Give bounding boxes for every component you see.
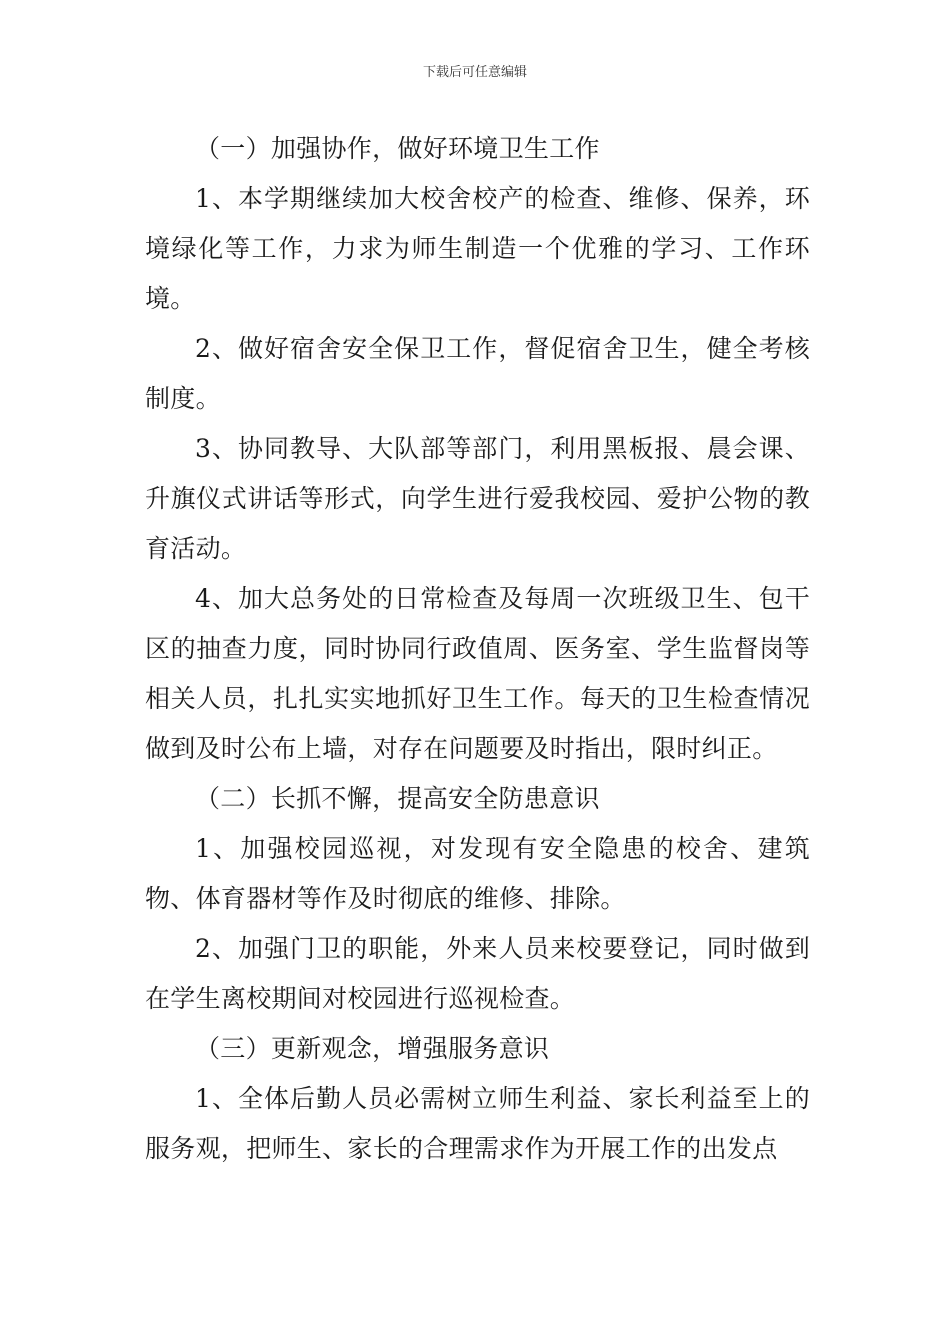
paragraph: 1、本学期继续加大校舍校产的检查、维修、保养，环境绿化等工作，力求为师生制造一个优雅的学习、工作环境。: [145, 184, 810, 313]
paragraph: 4、加大总务处的日常检查及每周一次班级卫生、包干区的抽查力度，同时协同行政值周、医务室、学生监督岗等相关人员，扎扎实实地抓好卫生工作。每天的卫生检查情况做到及时公布上墙，对存在问题要及时指出，限时纠正。: [145, 584, 810, 763]
paragraph: 2、加强门卫的职能，外来人员来校要登记，同时做到在学生离校期间对校园进行巡视检查。: [145, 934, 810, 1013]
paragraph: 2、做好宿舍安全保卫工作，督促宿舍卫生，健全考核制度。: [145, 334, 810, 413]
paragraph: 1、全体后勤人员必需树立师生利益、家长利益至上的服务观，把师生、家长的合理需求作为开展工作的出发点: [145, 1084, 810, 1163]
section-heading-1: （一）加强协作，做好环境卫生工作: [195, 134, 600, 163]
document-body: [145, 124, 810, 1174]
paragraph: 1、加强校园巡视，对发现有安全隐患的校舍、建筑物、体育器材等作及时彻底的维修、排除。: [145, 834, 810, 913]
paragraph: 3、协同教导、大队部等部门，利用黑板报、晨会课、升旗仪式讲话等形式，向学生进行爱我校园、爱护公物的教育活动。: [145, 434, 810, 563]
section-heading-2: （二）长抓不懈，提高安全防患意识: [195, 784, 600, 813]
section-heading-3: （三）更新观念，增强服务意识: [195, 1034, 550, 1063]
page-header-note: 下载后可任意编辑: [422, 65, 527, 80]
